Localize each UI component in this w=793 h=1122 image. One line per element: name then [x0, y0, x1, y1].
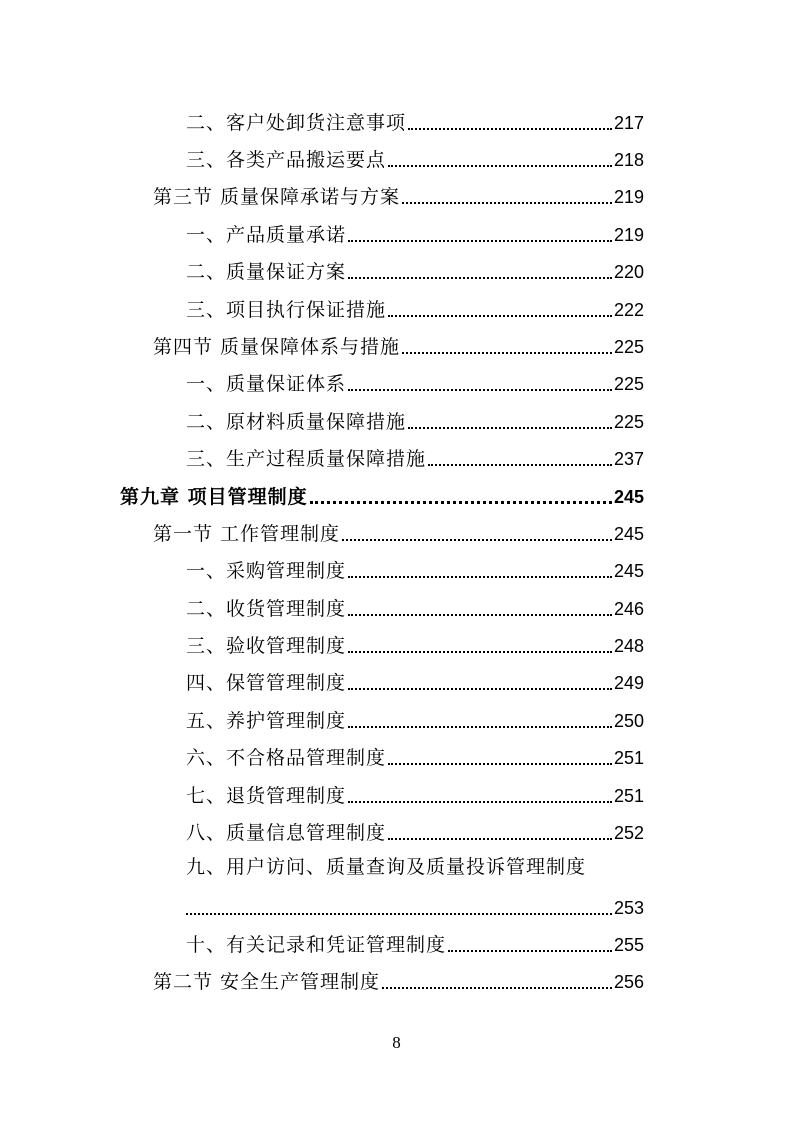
toc-entry-title: 第一节 工作管理制度	[153, 523, 341, 545]
toc-entry-title: 二、质量保证方案	[186, 261, 347, 283]
toc-entry-page: 245	[613, 524, 644, 544]
dot-leader	[348, 277, 612, 279]
toc-entry-title: 五、养护管理制度	[186, 710, 347, 732]
toc-entry[interactable]	[186, 291, 644, 321]
dot-leader	[348, 688, 612, 690]
toc-entry-page: 248	[613, 636, 644, 656]
toc-entry[interactable]	[186, 552, 644, 582]
toc-entry-page: 245	[613, 561, 644, 581]
dot-leader	[388, 838, 612, 840]
dot-leader	[388, 315, 612, 317]
toc-entry-page: 253	[613, 898, 644, 918]
toc-entry[interactable]	[186, 664, 644, 694]
toc-entry[interactable]	[186, 104, 644, 134]
toc-entry-title: 三、生产过程质量保障措施	[186, 448, 427, 470]
dot-leader	[402, 352, 612, 354]
dot-leader	[402, 202, 612, 204]
toc-entry-title: 第四节 质量保障体系与措施	[153, 336, 401, 358]
toc-entry-page: 246	[613, 599, 644, 619]
dot-leader	[342, 539, 612, 541]
toc-entry-title: 六、不合格品管理制度	[186, 747, 387, 769]
toc-entry-title: 二、原材料质量保障措施	[186, 411, 407, 433]
toc-entry[interactable]	[186, 777, 644, 807]
dot-leader	[382, 987, 612, 989]
toc-entry-page: 217	[613, 113, 644, 133]
toc-entry-title: 七、退货管理制度	[186, 785, 347, 807]
toc-entry-page: 255	[613, 935, 644, 955]
toc-section-entry[interactable]	[153, 328, 644, 358]
toc-entry-page: 222	[613, 300, 644, 320]
toc-entry-page: 218	[613, 150, 644, 170]
toc-entry-page: 220	[613, 262, 644, 282]
dot-leader	[310, 501, 612, 504]
toc-entry-title: 八、质量信息管理制度	[186, 822, 387, 844]
toc-entry-page: 219	[613, 225, 644, 245]
toc-entry[interactable]	[186, 365, 644, 395]
toc-entry[interactable]	[186, 141, 644, 171]
toc-entry[interactable]	[186, 739, 644, 769]
toc-entry-title: 三、验收管理制度	[186, 635, 347, 657]
toc-entry[interactable]	[186, 440, 644, 470]
toc-entry-title: 三、项目执行保证措施	[186, 299, 387, 321]
dot-leader	[348, 614, 612, 616]
toc-entry-title: 第三节 质量保障承诺与方案	[153, 186, 401, 208]
toc-entry-page: 225	[613, 337, 644, 357]
toc-chapter-entry[interactable]	[120, 478, 644, 508]
toc-entry[interactable]	[186, 590, 644, 620]
toc-entry[interactable]	[186, 403, 644, 433]
toc-entry-title: 二、客户处卸货注意事项	[186, 112, 407, 134]
dot-leader	[408, 128, 612, 130]
toc-entry-title: 三、各类产品搬运要点	[186, 149, 387, 171]
dot-leader	[388, 763, 612, 765]
toc-entry[interactable]	[186, 253, 644, 283]
toc-entry[interactable]	[186, 627, 644, 657]
dot-leader	[408, 427, 612, 429]
toc-entry-page: 245	[613, 487, 644, 507]
toc-entry-title-wrapped[interactable]: 九、用户访问、质量查询及质量投诉管理制度	[186, 856, 587, 878]
dot-leader	[428, 464, 612, 466]
toc-entry-page: 225	[613, 374, 644, 394]
toc-entry-title: 一、质量保证体系	[186, 373, 347, 395]
dot-leader	[186, 913, 612, 915]
dot-leader	[448, 950, 612, 952]
toc-entry-page: 251	[613, 786, 644, 806]
page-number: 8	[392, 1033, 401, 1052]
dot-leader	[348, 801, 612, 803]
toc-entry[interactable]	[186, 702, 644, 732]
toc-entry-title: 四、保管管理制度	[186, 672, 347, 694]
toc-entry-page: 225	[613, 412, 644, 432]
toc-entry-page: 249	[613, 673, 644, 693]
toc-entry-page: 250	[613, 711, 644, 731]
toc-entry-continuation[interactable]	[186, 889, 644, 919]
toc-chapter-title: 第九章 项目管理制度	[120, 486, 308, 508]
toc-entry-page: 237	[613, 449, 644, 469]
toc-entry-title: 二、收货管理制度	[186, 598, 347, 620]
dot-leader	[348, 240, 612, 242]
dot-leader	[348, 726, 612, 728]
toc-entry-title: 一、产品质量承诺	[186, 224, 347, 246]
toc-section-entry[interactable]	[153, 178, 644, 208]
toc-entry-title: 十、有关记录和凭证管理制度	[186, 934, 447, 956]
toc-section-entry[interactable]	[153, 963, 644, 993]
toc-entry[interactable]	[186, 814, 644, 844]
toc-entry-page: 252	[613, 823, 644, 843]
dot-leader	[388, 165, 612, 167]
dot-leader	[348, 389, 612, 391]
toc-section-entry[interactable]	[153, 515, 644, 545]
toc-entry-title: 一、采购管理制度	[186, 560, 347, 582]
dot-leader	[348, 576, 612, 578]
toc-entry-title: 第二节 安全生产管理制度	[153, 971, 381, 993]
toc-entry-page: 219	[613, 187, 644, 207]
toc-entry-page: 256	[613, 972, 644, 992]
toc-entry[interactable]	[186, 216, 644, 246]
toc-entry-page: 251	[613, 748, 644, 768]
toc-entry[interactable]	[186, 926, 644, 956]
dot-leader	[348, 651, 612, 653]
